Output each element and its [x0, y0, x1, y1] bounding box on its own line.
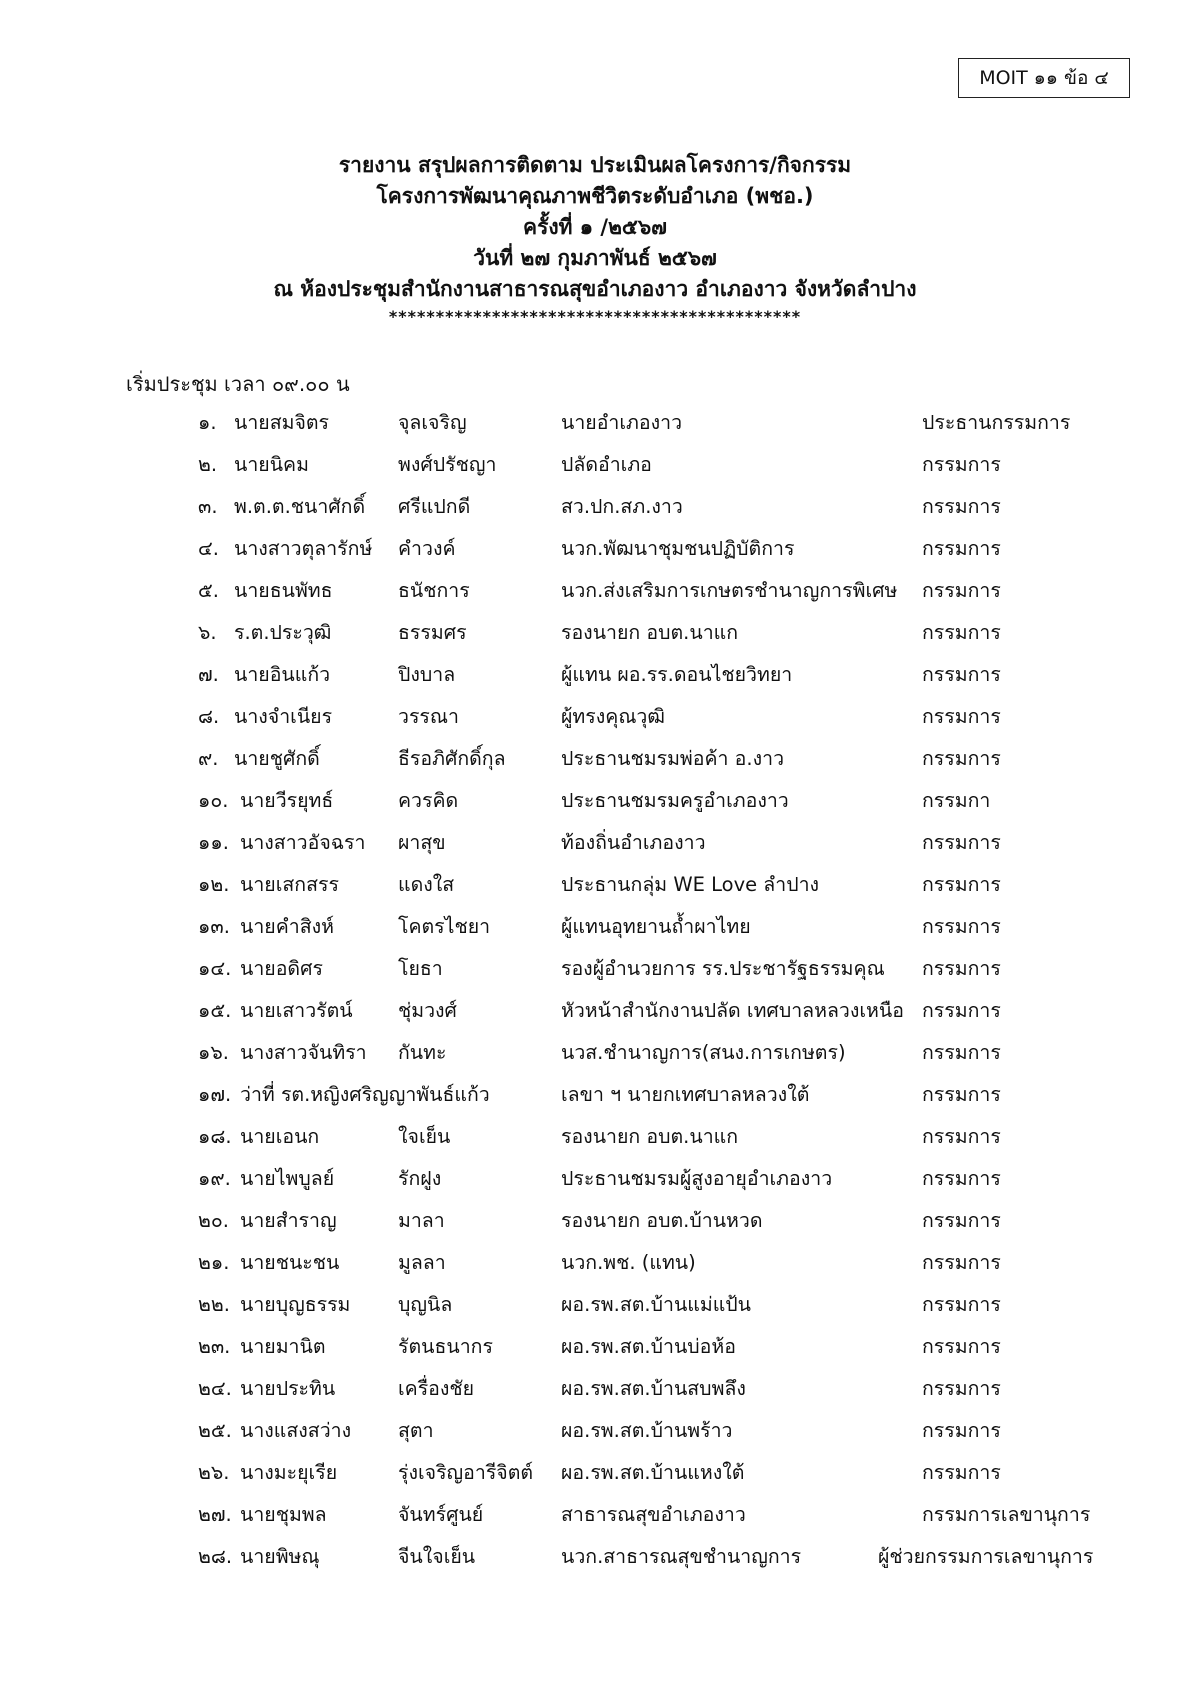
member-position: นวก.สาธารณสุขชำนาญการ — [561, 1545, 802, 1568]
member-row — [0, 444, 1190, 486]
member-role: กรรมการ — [922, 957, 1001, 980]
member-position: ผู้ทรงคุณวุฒิ — [561, 705, 665, 728]
member-position: สาธารณสุขอำเภองาว — [561, 1503, 746, 1526]
member-surname: รัตนธนากร — [398, 1335, 493, 1358]
member-number: ๑๓. — [198, 915, 230, 938]
member-name: นายธนพัทธ — [234, 579, 333, 602]
member-position: นวส.ชำนาญการ(สนง.การเกษตร) — [561, 1041, 846, 1064]
member-row — [0, 1326, 1190, 1368]
member-position: ปลัดอำเภอ — [561, 453, 652, 476]
member-position: ประธานกลุ่ม WE Love ลำปาง — [561, 873, 820, 896]
member-name: นายอินแก้ว — [234, 663, 331, 686]
member-number: ๒๒. — [198, 1293, 230, 1316]
member-surname: ชุ่มวงศ์ — [398, 999, 457, 1022]
member-name: นายวีรยุทธ์ — [240, 789, 334, 812]
member-row — [0, 1200, 1190, 1242]
report-title: รายงาน สรุปผลการติดตาม ประเมินผลโครงการ/กิจกรรม — [338, 153, 852, 177]
member-role: กรรมการ — [922, 1041, 1001, 1064]
member-position: รองนายก อบต.นาแก — [561, 1125, 739, 1148]
member-position: ผอ.รพ.สต.บ้านแหงใต้ — [561, 1461, 745, 1484]
member-role: กรรมการ — [922, 621, 1001, 644]
member-row — [0, 654, 1190, 696]
member-row — [0, 1368, 1190, 1410]
member-name: นางแสงสว่าง — [240, 1419, 352, 1442]
member-number: ๒๑. — [198, 1251, 230, 1274]
member-name: นายสมจิตร — [234, 411, 330, 434]
member-role: กรรมการ — [922, 579, 1001, 602]
member-row — [0, 696, 1190, 738]
member-role: กรรมการ — [922, 1209, 1001, 1232]
member-number: ๔. — [198, 537, 219, 560]
member-role: กรรมการ — [922, 1419, 1001, 1442]
member-number: ๓. — [198, 495, 218, 518]
member-name: นายชนะชน — [240, 1251, 340, 1274]
member-role: กรรมกา — [922, 789, 991, 812]
member-position: ผู้แทนอุทยานถ้ำผาไทย — [561, 915, 751, 938]
member-surname: แดงใส — [398, 873, 455, 896]
member-surname: มาลา — [398, 1209, 445, 1232]
member-number: ๒๓. — [198, 1335, 231, 1358]
member-position: นวก.พัฒนาชุมชนปฏิบัติการ — [561, 537, 795, 560]
member-position: นวก.ส่งเสริมการเกษตรชำนาญการพิเศษ — [561, 579, 898, 602]
member-role: กรรมการ — [922, 831, 1001, 854]
member-role: กรรมการ — [922, 1377, 1001, 1400]
member-surname: รักฝูง — [398, 1167, 442, 1190]
member-role: กรรมการ — [922, 1251, 1001, 1274]
member-role: กรรมการ — [922, 747, 1001, 770]
member-row — [0, 1410, 1190, 1452]
member-name: นายเสาวรัตน์ — [240, 999, 353, 1022]
member-surname: จีนใจเย็น — [398, 1545, 476, 1568]
member-position: สว.ปก.สภ.งาว — [561, 495, 683, 518]
member-position: ผู้แทน ผอ.รร.ดอนไชยวิทยา — [561, 663, 793, 686]
member-name: นายบุญธรรม — [240, 1293, 351, 1316]
member-number: ๑๖. — [198, 1041, 229, 1064]
member-number: ๑๘. — [198, 1125, 232, 1148]
member-number: ๖. — [198, 621, 217, 644]
member-row — [0, 1158, 1190, 1200]
member-surname: บุญนิล — [398, 1293, 453, 1316]
member-surname: ใจเย็น — [398, 1125, 451, 1148]
member-row — [0, 570, 1190, 612]
member-surname: วรรณา — [398, 705, 459, 728]
member-position: รองนายก อบต.นาแก — [561, 621, 739, 644]
member-position: ผอ.รพ.สต.บ้านบ่อห้อ — [561, 1335, 736, 1358]
member-row — [0, 780, 1190, 822]
member-number: ๑. — [198, 411, 217, 434]
member-name: นายประทิน — [240, 1377, 336, 1400]
member-name: นายมานิต — [240, 1335, 326, 1358]
member-surname: สุตา — [398, 1419, 434, 1442]
member-row — [0, 1242, 1190, 1284]
member-role: กรรมการเลขานุการ — [922, 1503, 1091, 1526]
member-role: กรรมการ — [922, 453, 1001, 476]
member-name: นายสำราญ — [240, 1209, 337, 1232]
document-header — [0, 150, 1190, 329]
member-surname: ธนัชการ — [398, 579, 470, 602]
member-row — [0, 1032, 1190, 1074]
member-surname: พงศ์ปรัชญา — [398, 453, 497, 476]
member-surname: ธีรอภิศักดิ์กุล — [398, 747, 506, 770]
member-number: ๒๘. — [198, 1545, 233, 1568]
member-role: กรรมการ — [922, 1167, 1001, 1190]
member-position: ประธานชมรมพ่อค้า อ.งาว — [561, 747, 785, 770]
member-surname: จุลเจริญ — [398, 411, 467, 434]
member-name: ร.ต.ประวุฒิ — [234, 621, 332, 644]
member-surname: ควรคิด — [398, 789, 459, 812]
member-row — [0, 864, 1190, 906]
member-number: ๒๖. — [198, 1461, 230, 1484]
meeting-number: ครั้งที่ ๑ /๒๕๖๗ — [523, 215, 667, 239]
member-surname: รุ่งเจริญอารีจิตต์ — [398, 1461, 534, 1484]
meeting-location: ณ ห้องประชุมสำนักงานสาธารณสุขอำเภองาว อำเภองาว จังหวัดลำปาง — [273, 277, 917, 301]
member-surname: เครื่องชัย — [398, 1377, 475, 1400]
member-name: นางจำเนียร — [234, 705, 333, 728]
member-surname: กันทะ — [398, 1041, 447, 1064]
member-surname: โคตรไชยา — [398, 915, 491, 938]
member-number: ๑๐. — [198, 789, 229, 812]
member-position: เลขา ฯ นายกเทศบาลหลวงใต้ — [561, 1083, 810, 1106]
member-role: กรรมการ — [922, 705, 1001, 728]
separator-stars: ******************************************** — [388, 307, 802, 326]
member-number: ๑๒. — [198, 873, 230, 896]
member-surname: จันทร์ศูนย์ — [398, 1503, 484, 1526]
member-row — [0, 1116, 1190, 1158]
member-row — [0, 822, 1190, 864]
meeting-date: วันที่ ๒๗ กุมภาพันธ์ ๒๕๖๗ — [473, 246, 717, 270]
member-row — [0, 528, 1190, 570]
member-name: นางสาวจันทิรา — [240, 1041, 367, 1064]
member-position: ประธานชมรมผู้สูงอายุอำเภองาว — [561, 1167, 833, 1190]
member-surname: มูลลา — [398, 1251, 446, 1274]
member-surname: โยธา — [398, 957, 443, 980]
member-role: กรรมการ — [922, 999, 1001, 1022]
member-name: นายเอนก — [240, 1125, 320, 1148]
member-number: ๘. — [198, 705, 220, 728]
member-role: กรรมการ — [922, 1335, 1001, 1358]
member-name: นายพิษณุ — [240, 1545, 320, 1568]
member-number: ๑๙. — [198, 1167, 231, 1190]
member-name: นายไพบูลย์ — [240, 1167, 335, 1190]
member-number: ๒๕. — [198, 1419, 232, 1442]
member-row — [0, 1536, 1190, 1578]
member-name: ว่าที่ รต.หญิงศริญญาพันธ์แก้ว — [240, 1083, 490, 1106]
member-role: ผู้ช่วยกรรมการเลขานุการ — [878, 1545, 1094, 1568]
member-name: นางสาวอัจฉรา — [240, 831, 366, 854]
member-row — [0, 1074, 1190, 1116]
member-row — [0, 402, 1190, 444]
member-name: นายชูศักดิ์ — [234, 747, 320, 770]
member-number: ๒. — [198, 453, 218, 476]
member-name: นายเสกสรร — [240, 873, 339, 896]
member-position: ประธานชมรมครูอำเภองาว — [561, 789, 789, 812]
member-name: นายชุมพล — [240, 1503, 327, 1526]
member-position: นวก.พช. (แทน) — [561, 1251, 696, 1274]
document-code-box: MOIT ๑๑ ข้อ ๔ — [958, 58, 1130, 98]
member-name: นางมะยุเรีย — [240, 1461, 338, 1484]
member-surname: ธรรมศร — [398, 621, 467, 644]
member-row — [0, 486, 1190, 528]
member-name: นายนิคม — [234, 453, 309, 476]
member-surname: ปิงบาล — [398, 663, 456, 686]
member-name: พ.ต.ต.ชนาศักดิ์ — [234, 495, 366, 518]
member-role: กรรมการ — [922, 537, 1001, 560]
member-role: ประธานกรรมการ — [922, 411, 1071, 434]
meeting-start-time: เริ่มประชุม เวลา ๐๙.๐๐ น — [126, 372, 350, 396]
member-role: กรรมการ — [922, 1461, 1001, 1484]
member-row — [0, 948, 1190, 990]
member-name: นายอดิศร — [240, 957, 323, 980]
member-list — [0, 402, 1190, 1578]
member-role: กรรมการ — [922, 663, 1001, 686]
member-name: นายคำสิงห์ — [240, 915, 334, 938]
member-surname: ศรีแปกดี — [398, 495, 471, 518]
member-row — [0, 906, 1190, 948]
member-position: ผอ.รพ.สต.บ้านแม่แป้น — [561, 1293, 751, 1316]
member-number: ๒๗. — [198, 1503, 232, 1526]
member-position: ท้องถิ่นอำเภองาว — [561, 831, 706, 854]
member-number: ๒๔. — [198, 1377, 232, 1400]
member-role: กรรมการ — [922, 495, 1001, 518]
member-role: กรรมการ — [922, 873, 1001, 896]
member-position: รองนายก อบต.บ้านหวด — [561, 1209, 763, 1232]
member-role: กรรมการ — [922, 915, 1001, 938]
member-position: นายอำเภองาว — [561, 411, 683, 434]
member-row — [0, 612, 1190, 654]
member-number: ๕. — [198, 579, 219, 602]
member-row — [0, 990, 1190, 1032]
member-number: ๑๑. — [198, 831, 229, 854]
member-row — [0, 738, 1190, 780]
member-number: ๗. — [198, 663, 219, 686]
member-number: ๒๐. — [198, 1209, 229, 1232]
member-position: รองผู้อำนวยการ รร.ประชารัฐธรรมคุณ — [561, 957, 885, 980]
member-number: ๑๕. — [198, 999, 232, 1022]
member-position: หัวหน้าสำนักงานปลัด เทศบาลหลวงเหนือ — [561, 999, 904, 1022]
member-surname: คำวงค์ — [398, 537, 456, 560]
member-role: กรรมการ — [922, 1125, 1001, 1148]
member-number: ๑๔. — [198, 957, 232, 980]
member-role: กรรมการ — [922, 1293, 1001, 1316]
project-title: โครงการพัฒนาคุณภาพชีวิตระดับอำเภอ (พชอ.) — [376, 184, 814, 208]
member-name: นางสาวตุลารักษ์ — [234, 537, 373, 560]
member-row — [0, 1284, 1190, 1326]
member-role: กรรมการ — [922, 1083, 1001, 1106]
member-number: ๙. — [198, 747, 219, 770]
member-row — [0, 1494, 1190, 1536]
member-surname: ผาสุข — [398, 831, 446, 854]
member-position: ผอ.รพ.สต.บ้านพร้าว — [561, 1419, 733, 1442]
member-position: ผอ.รพ.สต.บ้านสบพลึง — [561, 1377, 746, 1400]
member-row — [0, 1452, 1190, 1494]
member-number: ๑๗. — [198, 1083, 232, 1106]
